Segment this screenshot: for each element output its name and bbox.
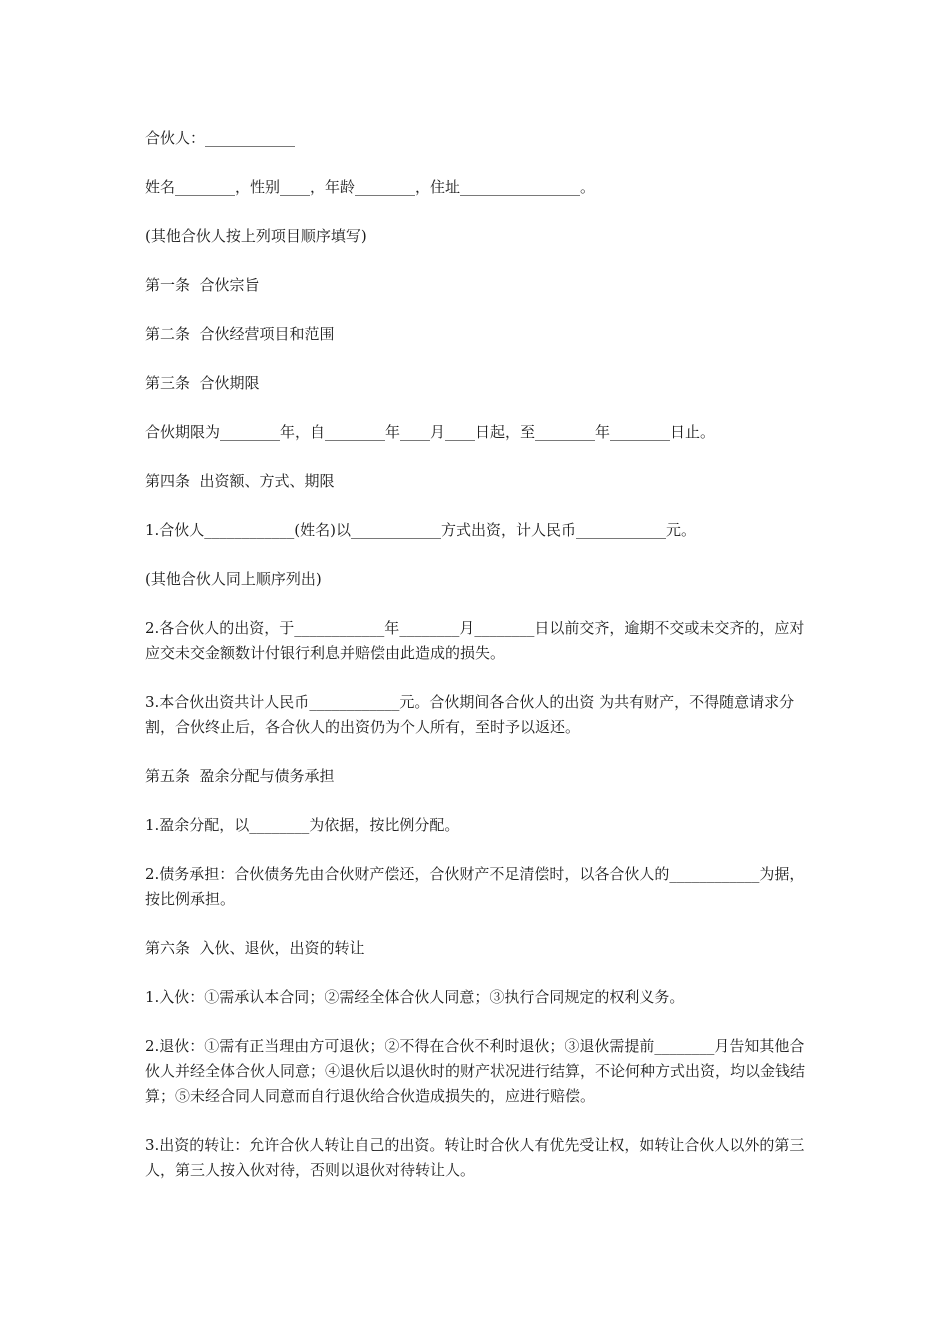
partner-info-line: 姓名________，性别____，年龄________，住址________________。 [145, 178, 596, 196]
article-4-heading: 第四条 出资额、方式、期限 [145, 472, 335, 490]
transfer-clause: 3.出资的转让：允许合伙人转让自己的出资。转让时合伙人有优先受让权，如转让合伙人以外的第三人，第三人按入伙对待，否则以退伙对待转让人。 [145, 1136, 805, 1179]
contribution-note: (其他合伙人同上顺序列出) [145, 570, 322, 588]
document-body [145, 126, 813, 1207]
join-clause: 1.入伙：①需承认本合同；②需经全体合伙人同意；③执行合同规定的权利义务。 [145, 988, 685, 1006]
article-3-heading: 第三条 合伙期限 [145, 374, 260, 392]
article-5-heading: 第五条 盈余分配与债务承担 [145, 767, 335, 785]
withdraw-clause: 2.退伙：①需有正当理由方可退伙；②不得在合伙不利时退伙；③退伙需提前________月告知其他合伙人并经全体合伙人同意；④退伙后以退伙时的财产状况进行结算，不论何种方式出资，均以金钱结算；⑤未经合同人同意而自行退伙给合伙造成损失的，应进行赔偿。 [145, 1037, 806, 1105]
article-2-heading: 第二条 合伙经营项目和范围 [145, 325, 335, 343]
article-1-heading: 第一条 合伙宗旨 [145, 276, 260, 294]
contribution-clause-2: 2.各合伙人的出资，于____________年________月________日以前交齐，逾期不交或未交齐的，应对应交未交金额数计付银行利息并赔偿由此造成的损失。 [145, 619, 805, 662]
term-clause: 合伙期限为________年，自________年____月____日起，至________年________日止。 [145, 423, 716, 441]
contribution-clause-1: 1.合伙人____________(姓名)以____________方式出资，计人民币____________元。 [145, 521, 697, 539]
debt-clause: 2.债务承担：合伙债务先由合伙财产偿还，合伙财产不足清偿时，以各合伙人的____________为据，按比例承担。 [145, 865, 805, 908]
article-6-heading: 第六条 入伙、退伙，出资的转让 [145, 939, 365, 957]
contribution-clause-3: 3.本合伙出资共计人民币____________元。合伙期间各合伙人的出资 为共有财产，不得随意请求分割，合伙终止后，各合伙人的出资仍为个人所有，至时予以返还。 [145, 693, 795, 736]
partner-heading: 合伙人：____________ [145, 129, 296, 147]
profit-clause: 1.盈余分配，以________为依据，按比例分配。 [145, 816, 460, 834]
fill-note: (其他合伙人按上列项目顺序填写) [145, 227, 367, 245]
